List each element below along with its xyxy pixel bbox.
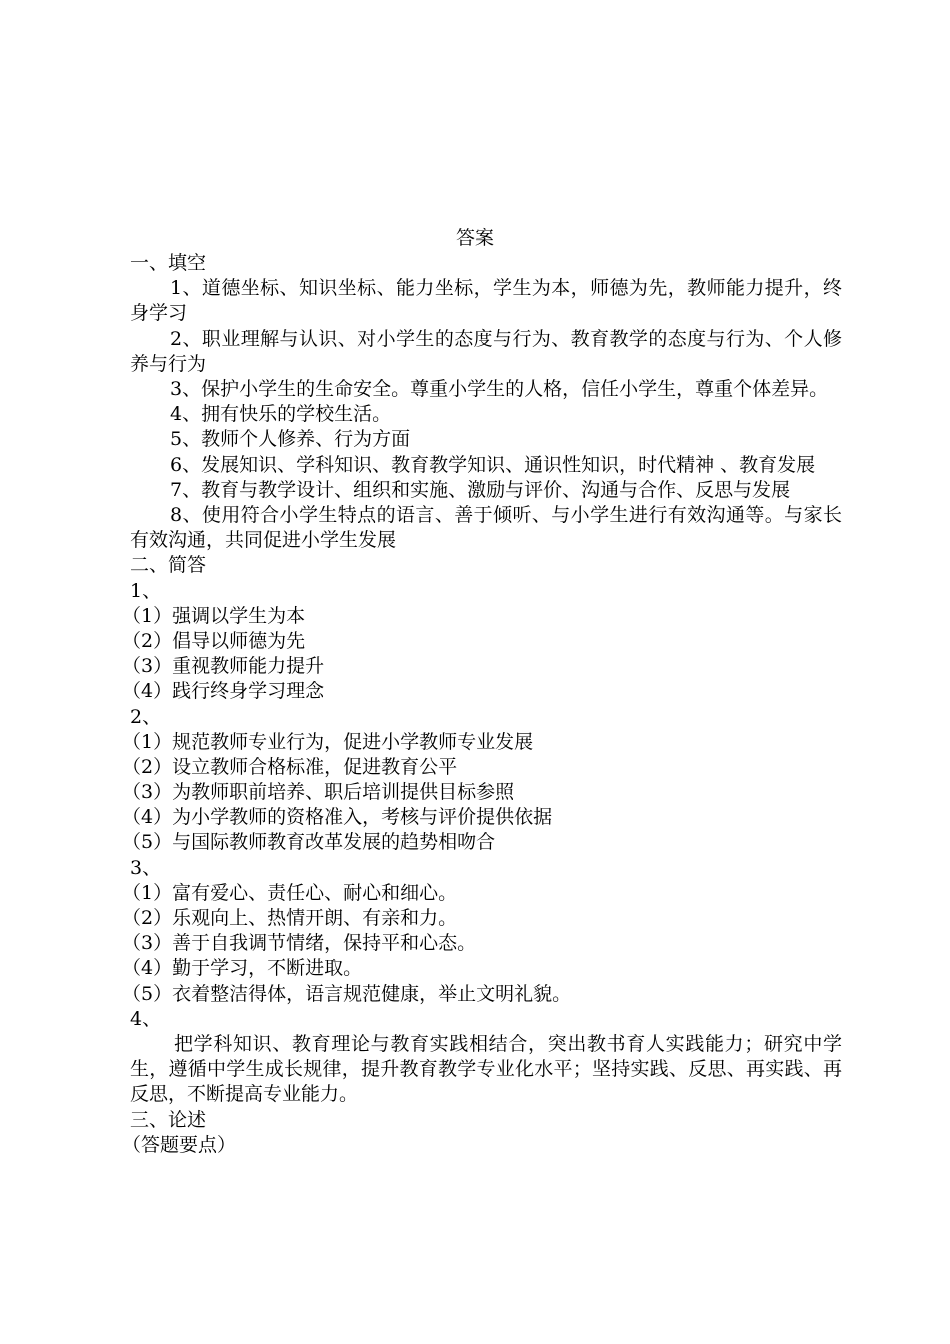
fill-in-answer-6: 6、发展知识、学科知识、教育教学知识、通识性知识，时代精神 、教育发展: [170, 453, 816, 476]
short-answer-2-point: （3）为教师职前培养、职后培训提供目标参照: [122, 781, 515, 804]
section-heading-short-answer: 二、简答: [130, 554, 207, 577]
answer-content: [122, 251, 842, 1158]
fill-in-answer-7: 7、教育与教学设计、组织和实施、激励与评价、沟通与合作、反思与发展: [170, 478, 791, 501]
fill-in-answer-2: 2、职业理解与认识、对小学生的态度与行为、教育教学的态度与行为、个人修养与行为: [130, 327, 842, 375]
fill-in-answer-5: 5、教师个人修养、行为方面: [170, 428, 411, 451]
short-answer-3-point: （2）乐观向上、热情开朗、有亲和力。: [122, 907, 458, 930]
short-answer-3-point: （1）富有爱心、责任心、耐心和细心。: [122, 881, 458, 904]
fill-in-answer-8: 8、使用符合小学生特点的语言、善于倾听、与小学生进行有效沟通等。与家长有效沟通，共同促进小学生发展: [130, 504, 842, 552]
fill-in-answer-4: 4、拥有快乐的学校生活。: [170, 403, 392, 426]
short-answer-2-point: （1）规范教师专业行为，促进小学教师专业发展: [122, 730, 534, 753]
short-answer-1-point: （3）重视教师能力提升: [122, 655, 325, 678]
fill-in-answer-3: 3、保护小学生的生命安全。尊重小学生的人格，信任小学生，尊重个体差异。: [170, 378, 829, 400]
short-answer-1-point: （2）倡导以师德为先: [122, 629, 306, 652]
short-answer-4-text: 把学科知识、教育理论与教育实践相结合，突出教书育人实践能力；研究中学生，遵循中学生成长规律，提升教育教学专业化水平；坚持实践、反思、再实践、再反思，不断提高专业能力。: [130, 1032, 842, 1106]
short-answer-2-point: （5）与国际教师教育改革发展的趋势相吻合: [122, 831, 496, 854]
section-heading-essay: 三、论述: [130, 1108, 207, 1131]
short-answer-label-3: 3、: [130, 856, 162, 879]
short-answer-3-point: （5）衣着整洁得体，语言规范健康，举止文明礼貌。: [122, 982, 572, 1005]
short-answer-3-point: （3）善于自我调节情绪，保持平和心态。: [122, 932, 477, 955]
short-answer-label-4: 4、: [130, 1007, 162, 1030]
fill-in-answer-1: 1、道德坐标、知识坐标、能力坐标，学生为本，师德为先，教师能力提升，终身学习: [130, 277, 842, 325]
short-answer-2-point: （2）设立教师合格标准，促进教育公平: [122, 755, 458, 778]
section-heading-fill-in: 一、填空: [130, 252, 207, 274]
short-answer-label-2: 2、: [130, 705, 162, 728]
short-answer-2-point: （4）为小学教师的资格准入，考核与评价提供依据: [122, 806, 553, 829]
essay-note: （答题要点）: [122, 1133, 237, 1156]
page-title: 答案: [455, 227, 494, 249]
short-answer-label-1: 1、: [130, 579, 162, 602]
short-answer-1-point: （4）践行终身学习理念: [122, 680, 325, 703]
short-answer-1-point: （1）强调以学生为本: [122, 604, 306, 627]
short-answer-3-point: （4）勤于学习，不断进取。: [122, 957, 363, 980]
